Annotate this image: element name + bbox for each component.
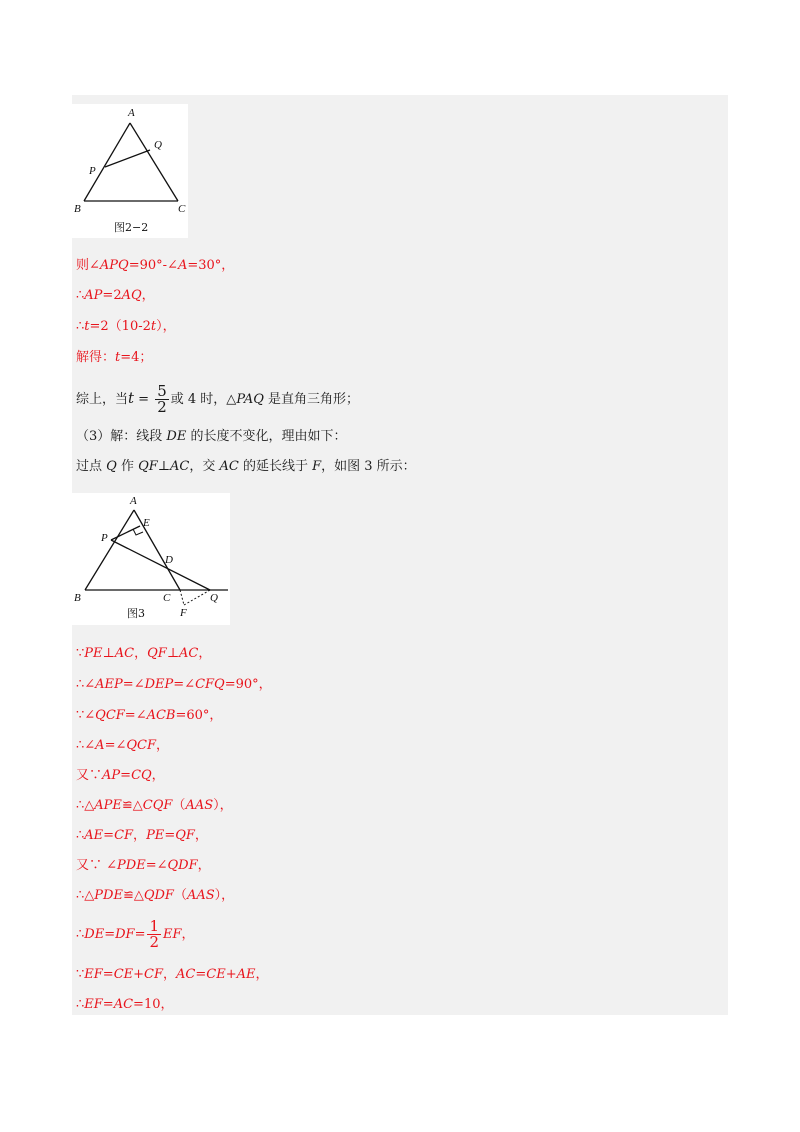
proof-line-6: ∴△APE≌△CQF（AAS）， <box>76 798 233 813</box>
figure-caption: 图3 <box>127 607 145 620</box>
proof-line-10: ∴DE=DF= $\frac{1}{2}$ EF， <box>76 917 195 951</box>
proof-line-11: ∵EF=CE+CF，AC=CE+AE， <box>76 967 269 982</box>
label-Q: Q <box>154 139 162 151</box>
fraction-1-2: $\frac{1}{2}$ <box>149 917 160 951</box>
figure-3 <box>72 493 230 625</box>
proof-line-12: ∴EF=AC=10， <box>76 997 174 1012</box>
proof-line-5: 又∵AP=CQ， <box>76 768 165 783</box>
triangle-pde-diagram <box>72 493 230 625</box>
proof-line-9: ∴△PDE≌△QDF（AAS）， <box>76 888 235 903</box>
fraction-5-2: $\frac{5}{2}$ <box>157 382 167 416</box>
label-C: C <box>163 592 171 604</box>
triangle-apq-diagram <box>72 104 188 238</box>
proof-line-4: ∴∠A=∠QCF， <box>76 738 169 753</box>
proof-line-3: ∵∠QCF=∠ACB=60°， <box>76 708 223 723</box>
label-P: P <box>101 532 108 544</box>
label-F: F <box>180 607 187 619</box>
line-angle-apq: 则∠APQ=90°-∠A=30°， <box>76 258 235 273</box>
label-A: A <box>128 107 135 119</box>
figure-2-2 <box>72 104 188 238</box>
proof-line-2: ∴∠AEP=∠DEP=∠CFQ=90°， <box>76 677 272 692</box>
label-B: B <box>74 592 81 604</box>
line-equation: ∴t=2（10-2t）， <box>76 319 176 334</box>
label-D: D <box>165 554 173 566</box>
figure-caption: 图2−2 <box>114 221 149 234</box>
line-solution: 解得：t=4； <box>76 350 153 365</box>
label-P: P <box>89 165 96 177</box>
label-A: A <box>130 495 137 507</box>
proof-line-7: ∴AE=CF，PE=QF， <box>76 828 208 843</box>
line-ap-2aq: ∴AP=2AQ， <box>76 288 155 303</box>
label-E: E <box>143 517 150 529</box>
label-C: C <box>178 203 186 215</box>
label-Q: Q <box>210 592 218 604</box>
label-B: B <box>74 203 81 215</box>
line-construction: 过点 Q 作 QF⊥AC，交 AC 的延长线于 F，如图 3 所示： <box>76 459 416 474</box>
proof-line-1: ∵PE⊥AC，QF⊥AC， <box>76 646 212 661</box>
proof-line-8: 又∵ ∠PDE=∠QDF， <box>76 858 211 873</box>
line-summary: 综上，当t = $\frac{5}{2}$ 或 4 时，△PAQ 是直角三角形； <box>76 382 360 416</box>
line-part3: （3）解：线段 DE 的长度不变化，理由如下： <box>76 429 347 444</box>
